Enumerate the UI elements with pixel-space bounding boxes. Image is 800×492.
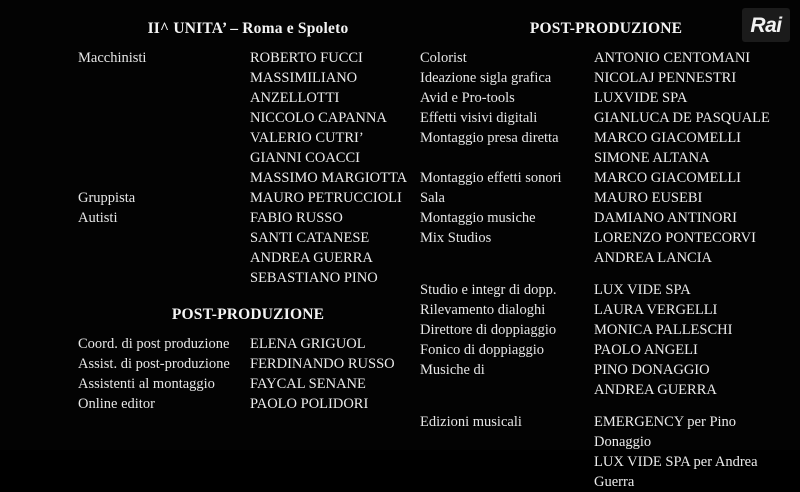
credit-row [78, 68, 418, 88]
credit-value: MONICA PALLESCHI [594, 322, 733, 338]
credit-label: Sala [420, 190, 445, 206]
credit-label: Assistenti al montaggio [78, 376, 215, 392]
credit-row [78, 248, 418, 268]
section-title-post-right: POST-PRODUZIONE [529, 20, 683, 37]
post-credits-list-right [420, 48, 792, 492]
credit-label: Coord. di post produzione [78, 336, 230, 352]
credit-value: Guerra [594, 474, 635, 490]
credit-row [420, 472, 792, 492]
credit-row [78, 128, 418, 148]
credit-row [420, 148, 792, 168]
credit-row [420, 360, 792, 380]
credit-label: Effetti visivi digitali [420, 110, 538, 126]
section-title-post-left: POST-PRODUZIONE [171, 306, 325, 323]
credit-row [78, 354, 418, 374]
credit-value: ANDREA LANCIA [594, 250, 713, 266]
credit-value: LUX VIDE SPA per Andrea [594, 454, 758, 470]
credit-label: Fonico di doppiaggio [420, 342, 545, 358]
credit-value: NICCOLO CAPANNA [250, 110, 387, 126]
credit-row [420, 432, 792, 452]
credit-value: PAOLO ANGELI [594, 342, 698, 358]
credit-label: Montaggio effetti sonori [420, 170, 562, 186]
credit-row [420, 88, 792, 108]
credit-value: VALERIO CUTRI’ [250, 130, 364, 146]
credit-row [78, 374, 418, 394]
credit-label: Montaggio musiche [420, 210, 536, 226]
credit-value: ELENA GRIGUOL [250, 336, 366, 352]
credit-label: Montaggio presa diretta [420, 130, 559, 146]
credit-row [78, 188, 418, 208]
credit-value: GIANLUCA DE PASQUALE [594, 110, 770, 126]
right-credits-column [420, 0, 792, 492]
credit-row [78, 228, 418, 248]
credit-value: LAURA VERGELLI [594, 302, 718, 318]
credit-row [420, 168, 792, 188]
credit-row [78, 268, 418, 288]
credit-row [420, 128, 792, 148]
credit-label: Musiche di [420, 362, 485, 378]
credit-row [78, 394, 418, 414]
credit-row [420, 208, 792, 228]
credit-row [420, 320, 792, 340]
rai-logo-text: Rai [750, 13, 782, 37]
credit-value: FABIO RUSSO [250, 210, 343, 226]
credit-value: MASSIMILIANO [250, 70, 358, 86]
credit-value: MASSIMO MARGIOTTA [250, 170, 408, 186]
credit-label: Rilevamento dialoghi [420, 302, 546, 318]
credit-value: LORENZO PONTECORVI [594, 230, 756, 246]
credit-row [420, 68, 792, 88]
credit-label: Colorist [420, 50, 467, 66]
credit-row [420, 248, 792, 268]
credit-row [420, 452, 792, 472]
unita-credits-list [78, 48, 418, 288]
credit-row [420, 108, 792, 128]
credit-row [78, 168, 418, 188]
credit-row [420, 380, 792, 400]
credit-row [420, 340, 792, 360]
credit-row [420, 48, 792, 68]
credit-value: MARCO GIACOMELLI [594, 170, 742, 186]
credit-value: Donaggio [594, 434, 652, 450]
credit-value: ANDREA GUERRA [250, 250, 373, 266]
credit-value: LUXVIDE SPA [594, 90, 688, 106]
credit-label: Autisti [78, 210, 118, 226]
credit-value: DAMIANO ANTINORI [594, 210, 737, 226]
credit-value: MARCO GIACOMELLI [594, 130, 742, 146]
left-credits-column [78, 0, 418, 414]
credit-row [420, 412, 792, 432]
credit-row [78, 88, 418, 108]
credit-label: Assist. di post-produzione [78, 356, 230, 372]
section-title-unita: II^ UNITA’ – Roma e Spoleto [147, 20, 349, 37]
credit-label: Direttore di doppiaggio [420, 322, 557, 338]
credit-value: ANZELLOTTI [250, 90, 340, 106]
credit-row [420, 280, 792, 300]
credit-value: NICOLAJ PENNESTRI [594, 70, 737, 86]
credit-label: Avid e Pro-tools [420, 90, 515, 106]
credit-value: GIANNI COACCI [250, 150, 360, 166]
credit-row [78, 108, 418, 128]
credit-value: FAYCAL SENANE [250, 376, 366, 392]
credit-value: FERDINANDO RUSSO [250, 356, 395, 372]
post-credits-list-left [78, 334, 418, 414]
credit-value: EMERGENCY per Pino [594, 414, 737, 430]
credit-value: PAOLO POLIDORI [250, 396, 369, 412]
credit-value: MAURO PETRUCCIOLI [250, 190, 402, 206]
credit-label: Macchinisti [78, 50, 147, 66]
credit-value: ANDREA GUERRA [594, 382, 717, 398]
credit-row [420, 188, 792, 208]
credit-value: LUX VIDE SPA [594, 282, 691, 298]
credit-value: SEBASTIANO PINO [250, 270, 378, 286]
credit-label: Edizioni musicali [420, 414, 522, 430]
credit-value: ROBERTO FUCCI [250, 50, 363, 66]
credit-row [78, 208, 418, 228]
credit-label: Ideazione sigla grafica [420, 70, 552, 86]
credit-label: Gruppista [78, 190, 136, 206]
credit-value: SANTI CATANESE [250, 230, 370, 246]
credit-label: Online editor [78, 396, 155, 412]
credit-label: Mix Studios [420, 230, 492, 246]
credit-value: MAURO EUSEBI [594, 190, 703, 206]
credit-row [420, 228, 792, 248]
credit-value: ANTONIO CENTOMANI [594, 50, 751, 66]
credit-value: PINO DONAGGIO [594, 362, 710, 378]
credit-value: SIMONE ALTANA [594, 150, 710, 166]
credit-row [78, 334, 418, 354]
credit-label: Studio e integr di dopp. [420, 282, 557, 298]
credit-row [420, 300, 792, 320]
credit-row [78, 148, 418, 168]
credit-row [78, 48, 418, 68]
